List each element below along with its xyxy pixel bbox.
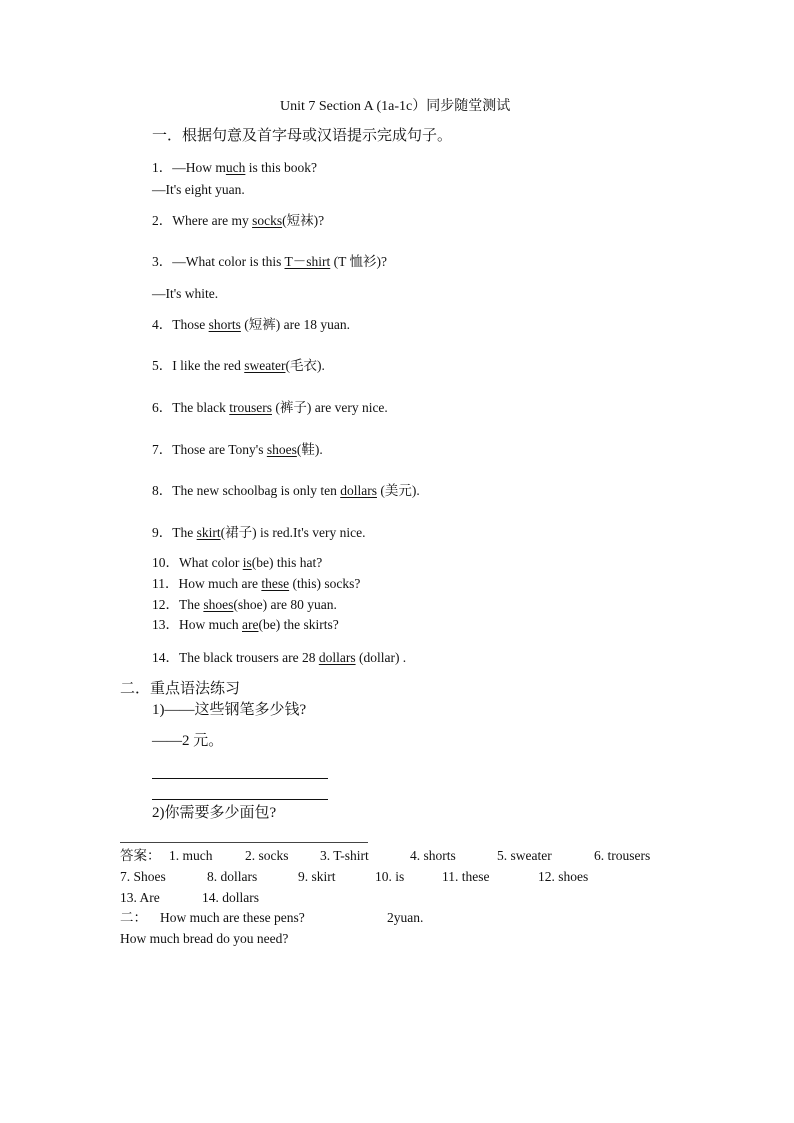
- answer-item: 1. much: [169, 848, 213, 863]
- divider: [120, 842, 368, 843]
- list-item: 5．I like the red sweater(毛衣).: [152, 358, 325, 373]
- answers-label: 答案：: [120, 848, 161, 863]
- question-2: 2)你需要多少面包?: [152, 805, 277, 821]
- answer-blank: trousers: [229, 400, 272, 415]
- answer-item: 12. shoes: [538, 869, 589, 884]
- list-item: 9．The skirt(裙子) is red.It's very nice.: [152, 525, 366, 540]
- answer-item: 6. trousers: [594, 848, 651, 863]
- list-item: 1．—How much is this book?: [152, 160, 318, 175]
- answers-row-1: [120, 847, 161, 865]
- list-item: 11．How much are these (this) socks?: [152, 576, 361, 591]
- list-item: 8．The new schoolbag is only ten dollars (美元).: [152, 483, 420, 498]
- answers-part2-b: 2yuan.: [387, 910, 424, 925]
- list-item: 10．What color is(be) this hat?: [152, 555, 323, 570]
- list-item: 4．Those shorts (短裤) are 18 yuan.: [152, 317, 350, 332]
- answer-item: 9. skirt: [298, 869, 336, 884]
- answer-blank: shoes: [266, 442, 297, 457]
- answer-blank: is: [242, 555, 252, 570]
- answer-item: 13. Are: [120, 890, 160, 905]
- answers-part2-a: How much are these pens?: [160, 910, 305, 925]
- answer-blank: dollars: [340, 483, 377, 498]
- list-item: 3．—What color is this T－shirt (T 恤衫)?: [152, 254, 387, 269]
- answer-item: 8. dollars: [207, 869, 258, 884]
- list-item: 6．The black trousers (裤子) are very nice.: [152, 400, 388, 415]
- answer-item: 4. shorts: [410, 848, 456, 863]
- answer-blank: these: [261, 576, 290, 591]
- answer-line-2: [152, 799, 328, 800]
- list-item: 7．Those are Tony's shoes(鞋).: [152, 442, 323, 457]
- answer-item: 10. is: [375, 869, 405, 884]
- answer-blank: shoes: [203, 597, 234, 612]
- list-item: —It's white.: [152, 286, 219, 301]
- section2-heading: 二．重点语法练习: [120, 681, 241, 697]
- list-item: 14．The black trousers are 28 dollars (dollar) .: [152, 650, 407, 665]
- section1-heading: 一．根据句意及首字母或汉语提示完成句子。: [152, 128, 453, 144]
- list-item: 12．The shoes(shoe) are 80 yuan.: [152, 597, 337, 612]
- answer-blank: are: [242, 617, 259, 632]
- list-item: —It's eight yuan.: [152, 182, 245, 197]
- answers-part2-c: How much bread do you need?: [120, 931, 289, 946]
- answer-blank: skirt: [196, 525, 221, 540]
- answer-blank: uch: [225, 160, 246, 175]
- answer-item: 7. Shoes: [120, 869, 166, 884]
- answers-part2-label: 二：: [120, 910, 147, 925]
- page-title: Unit 7 Section A (1a-1c）同步随堂测试: [280, 99, 511, 114]
- list-item: 13．How much are(be) the skirts?: [152, 617, 339, 632]
- answer-item: 5. sweater: [497, 848, 552, 863]
- answer-blank: T－shirt: [284, 254, 331, 269]
- answer-blank: shorts: [208, 317, 241, 332]
- question-1: 1)——这些钢笔多少钱?: [152, 702, 307, 718]
- answer-item: 11. these: [442, 869, 490, 884]
- answer-blank: dollars: [318, 650, 356, 665]
- question-1-answer: ——2 元。: [152, 733, 224, 749]
- answer-item: 14. dollars: [202, 890, 259, 905]
- answer-blank: sweater: [244, 358, 286, 373]
- answer-item: 2. socks: [245, 848, 289, 863]
- list-item: 2．Where are my socks(短袜)?: [152, 213, 325, 228]
- answer-item: 3. T-shirt: [320, 848, 369, 863]
- answer-line-1: [152, 778, 328, 779]
- answer-blank: socks: [252, 213, 283, 228]
